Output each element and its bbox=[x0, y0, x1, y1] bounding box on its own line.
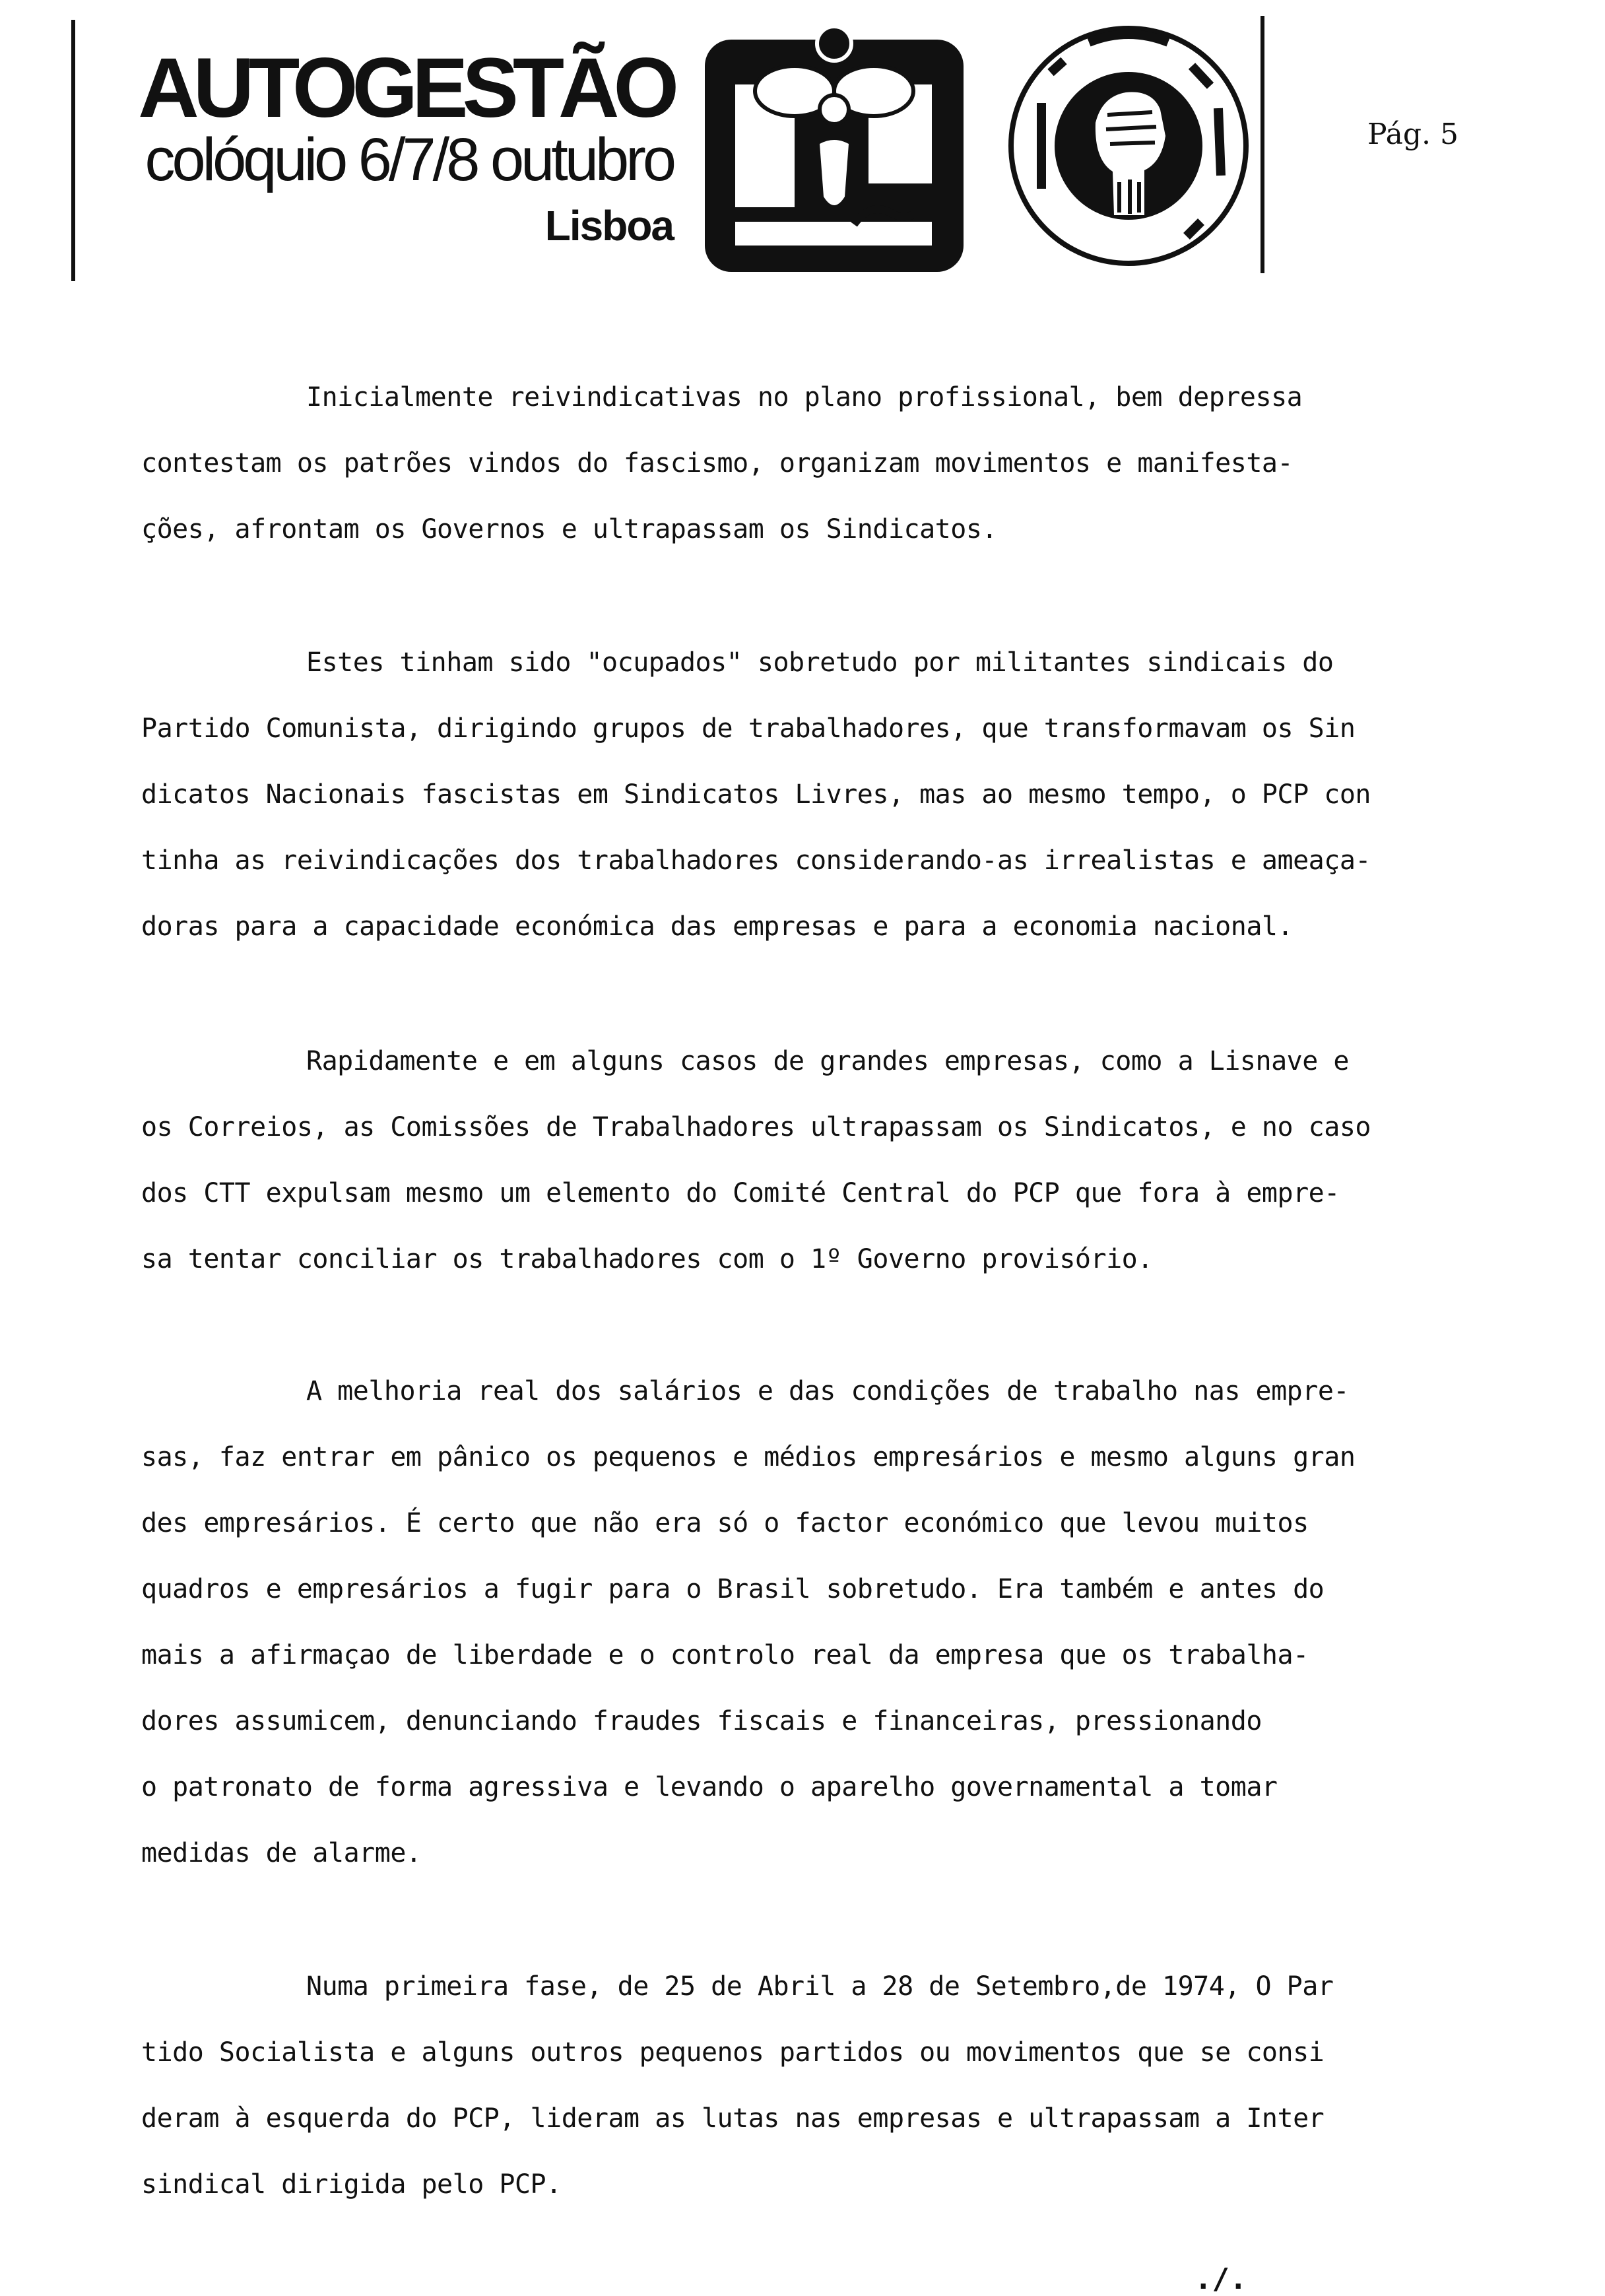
paragraph-line: tido Socialista e alguns outros pequenos partidos ou movimentos que se consi bbox=[141, 2037, 1325, 2068]
paragraph-line: des empresários. É certo que não era só o factor económico que levou muitos bbox=[141, 1508, 1309, 1538]
paragraph-line: Partido Comunista, dirigindo grupos de trabalhadores, que transformavam os Sin bbox=[141, 713, 1356, 744]
paragraph-line: Estes tinham sido "ocupados" sobretudo por militantes sindicais do bbox=[306, 647, 1334, 678]
autogestao-logo-icon bbox=[705, 24, 964, 272]
paragraph-line: sa tentar conciliar os trabalhadores com o 1º Governo provisório. bbox=[141, 1244, 1153, 1274]
colloquium-city: Lisboa bbox=[544, 202, 673, 249]
paragraph-line: Numa primeira fase, de 25 de Abril a 28 de Setembro,de 1974, O Par bbox=[306, 1971, 1334, 2002]
paragraph-line: medidas de alarme. bbox=[141, 1838, 422, 1868]
paragraph-line: quadros e empresários a fugir para o Brasil sobretudo. Era também e antes do bbox=[141, 1574, 1325, 1604]
paragraph-line: sas, faz entrar em pânico os pequenos e médios empresários e mesmo alguns gran bbox=[141, 1442, 1356, 1472]
paragraph-line: contestam os patrões vindos do fascismo, organizam movimentos e manifesta- bbox=[141, 448, 1294, 478]
paragraph-line: tinha as reivindicações dos trabalhadores considerando-as irrealistas e ameaça- bbox=[141, 845, 1371, 876]
left-header-rule bbox=[71, 20, 75, 281]
paragraph-line: dores assumicem, denunciando fraudes fiscais e financeiras, pressionando bbox=[141, 1706, 1262, 1736]
paragraph-line: os Correios, as Comissões de Trabalhadores ultrapassam os Sindicatos, e no caso bbox=[141, 1112, 1371, 1142]
paragraph-line: dicatos Nacionais fascistas em Sindicatos Livres, mas ao mesmo tempo, o PCP con bbox=[141, 779, 1371, 810]
paragraph-line: mais a afirmaçao de liberdade e o controlo real da empresa que os trabalha- bbox=[141, 1640, 1309, 1670]
continuation-mark: ./. bbox=[1195, 2262, 1247, 2296]
paragraph-line: deram à esquerda do PCP, lideram as lutas nas empresas e ultrapassam a Inter bbox=[141, 2103, 1325, 2134]
paragraph-line: Inicialmente reivindicativas no plano profissional, bem depressa bbox=[306, 382, 1303, 412]
paragraph-line: dos CTT expulsam mesmo um elemento do Comité Central do PCP que fora à empre- bbox=[141, 1178, 1340, 1208]
right-header-rule bbox=[1261, 16, 1264, 273]
paragraph-line: doras para a capacidade económica das empresas e para a economia nacional. bbox=[141, 911, 1294, 942]
paragraph-line: Rapidamente e em alguns casos de grandes empresas, como a Lisnave e bbox=[306, 1046, 1349, 1076]
paragraph-line: ções, afrontam os Governos e ultrapassam os Sindicatos. bbox=[141, 514, 998, 544]
partido-socialista-seal-icon bbox=[1003, 24, 1254, 268]
colloquium-dates: colóquio 6/7/8 outubro bbox=[145, 126, 673, 193]
paragraph-line: o patronato de forma agressiva e levando o aparelho governamental a tomar bbox=[141, 1772, 1278, 1802]
colloquium-title: AUTOGESTÃO bbox=[138, 41, 673, 135]
page-number: Pág. 5 bbox=[1367, 117, 1458, 151]
paragraph-line: A melhoria real dos salários e das condições de trabalho nas empre- bbox=[306, 1376, 1349, 1406]
paragraph-line: sindical dirigida pelo PCP. bbox=[141, 2169, 562, 2200]
